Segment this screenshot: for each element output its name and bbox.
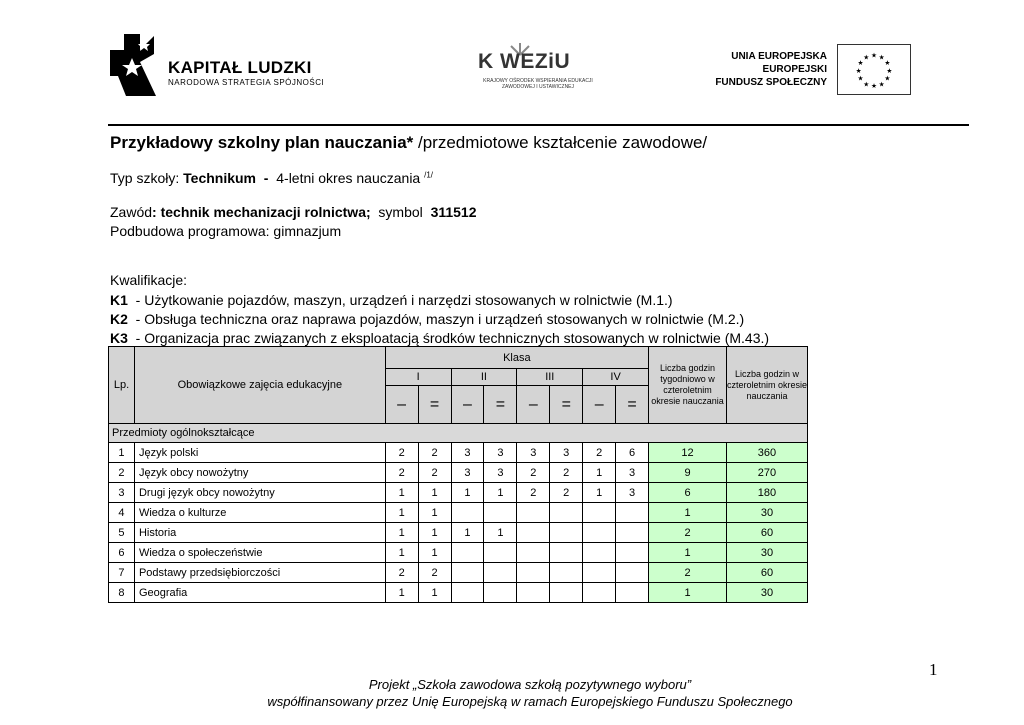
header-total-hours: Liczba godzin w czteroletnim okresie nauczania	[726, 347, 807, 424]
header-row-klasa	[109, 347, 808, 369]
svg-text:★: ★	[857, 59, 864, 68]
school-type-line	[110, 170, 433, 186]
base-line: Podbudowa programowa: gimnazjum	[110, 223, 342, 239]
row-hours-cell	[451, 503, 484, 523]
row-hours-cell: 3	[517, 443, 550, 463]
svg-text:★: ★	[870, 82, 878, 91]
row-weekly-hours: 9	[649, 463, 727, 483]
table-row	[109, 503, 808, 523]
profession-line	[110, 204, 477, 220]
header-klasa: Klasa	[385, 347, 648, 369]
header-semester: –	[451, 386, 484, 424]
header-subject: Obowiązkowe zajęcia edukacyjne	[134, 347, 385, 424]
row-hours-cell: 2	[418, 463, 451, 483]
row-hours-cell: 2	[385, 463, 418, 483]
profession-symbol-label: symbol	[370, 204, 431, 220]
qualification-text: - Organizacja prac związanych z eksploatacją środków technicznych stosowanych w rolnictwie (M.43.)	[127, 330, 770, 346]
footer-line-2: współfinansowany przez Unię Europejską w ramach Europejskiego Funduszu Społecznego	[267, 694, 793, 709]
table-row	[109, 563, 808, 583]
row-hours-cell	[451, 583, 484, 603]
row-number: 8	[109, 583, 135, 603]
school-note: /1/	[424, 170, 434, 180]
svg-text:★: ★	[878, 53, 885, 62]
profession-name: : technik mechanizacji rolnictwa;	[152, 204, 371, 220]
table-row	[109, 523, 808, 543]
row-hours-cell	[616, 543, 649, 563]
row-hours-cell	[550, 563, 583, 583]
row-hours-cell: 1	[385, 543, 418, 563]
qualification-k3	[110, 330, 769, 346]
kapital-ludzki-emblem-icon	[110, 32, 156, 98]
row-number: 4	[109, 503, 135, 523]
row-hours-cell: 1	[418, 503, 451, 523]
row-total-hours: 360	[726, 443, 807, 463]
row-hours-cell: 1	[418, 483, 451, 503]
row-hours-cell: 6	[616, 443, 649, 463]
qualifications-label: Kwalifikacje:	[110, 272, 188, 288]
row-hours-cell: 2	[517, 463, 550, 483]
row-hours-cell	[583, 503, 616, 523]
row-hours-cell: 1	[484, 483, 517, 503]
row-hours-cell: 1	[484, 523, 517, 543]
row-subject: Wiedza o społeczeństwie	[134, 543, 385, 563]
row-hours-cell: 3	[451, 463, 484, 483]
profession-label: Zawód	[110, 204, 153, 220]
row-subject: Podstawy przedsiębiorczości	[134, 563, 385, 583]
row-total-hours: 30	[726, 543, 807, 563]
header-semester: –	[385, 386, 418, 424]
header-class-iii: III	[517, 369, 583, 386]
section-general-subjects: Przedmioty ogólnokształcące	[109, 424, 808, 443]
row-number: 2	[109, 463, 135, 483]
doc-title	[110, 133, 707, 153]
row-number: 3	[109, 483, 135, 503]
kowezu-logo	[478, 42, 598, 97]
header-rule	[108, 124, 969, 126]
kl-subtitle: NARODOWA STRATEGIA SPÓJNOŚCI	[168, 78, 325, 87]
header-semester: –	[583, 386, 616, 424]
eu-line-1: UNIA EUROPEJSKA	[731, 51, 827, 62]
profession-symbol: 311512	[430, 204, 477, 220]
row-subject: Wiedza o kulturze	[134, 503, 385, 523]
kl-title: KAPITAŁ LUDZKI	[168, 58, 312, 77]
row-hours-cell: 2	[385, 443, 418, 463]
row-hours-cell	[451, 563, 484, 583]
row-hours-cell	[583, 583, 616, 603]
row-hours-cell: 1	[451, 523, 484, 543]
table-row	[109, 583, 808, 603]
row-weekly-hours: 1	[649, 583, 727, 603]
row-hours-cell: 3	[451, 443, 484, 463]
row-hours-cell	[451, 543, 484, 563]
row-subject: Język obcy nowożytny	[134, 463, 385, 483]
row-hours-cell: 3	[550, 443, 583, 463]
row-hours-cell: 1	[385, 503, 418, 523]
qualification-text: - Obsługa techniczna oraz naprawa pojazdów, maszyn i urządzeń stosowanych w rolnictwie (M.2.)	[127, 311, 745, 327]
row-hours-cell: 1	[583, 483, 616, 503]
row-hours-cell	[616, 563, 649, 583]
row-weekly-hours: 2	[649, 563, 727, 583]
row-weekly-hours: 12	[649, 443, 727, 463]
row-hours-cell: 3	[616, 463, 649, 483]
row-hours-cell	[616, 523, 649, 543]
school-type: Technikum	[183, 170, 257, 186]
header-semester: =	[484, 386, 517, 424]
qualification-code: K2	[110, 311, 128, 327]
row-hours-cell	[517, 563, 550, 583]
kowezu-subtitle: KRAJOWY OŚRODEK WSPIERANIA EDUKACJI ZAWODOWEJ I USTAWICZNEJ	[483, 78, 593, 90]
svg-text:★: ★	[870, 51, 878, 60]
row-total-hours: 180	[726, 483, 807, 503]
header-lp: Lp.	[109, 347, 135, 424]
row-total-hours: 30	[726, 503, 807, 523]
header-semester: –	[517, 386, 550, 424]
eu-flag-icon	[837, 44, 911, 95]
school-period: 4-letni okres nauczania	[276, 170, 425, 186]
row-number: 5	[109, 523, 135, 543]
row-weekly-hours: 2	[649, 523, 727, 543]
qualification-code: K3	[110, 330, 128, 346]
header-semester: =	[616, 386, 649, 424]
row-hours-cell: 3	[484, 463, 517, 483]
row-hours-cell	[583, 523, 616, 543]
row-hours-cell: 3	[484, 443, 517, 463]
row-number: 1	[109, 443, 135, 463]
teaching-plan-table	[108, 346, 808, 603]
row-subject: Geografia	[134, 583, 385, 603]
school-label: Typ szkoły:	[110, 170, 184, 186]
header-class-iv: IV	[583, 369, 649, 386]
row-hours-cell	[550, 543, 583, 563]
row-weekly-hours: 1	[649, 503, 727, 523]
row-hours-cell: 2	[583, 443, 616, 463]
row-total-hours: 60	[726, 563, 807, 583]
row-hours-cell	[484, 503, 517, 523]
svg-text:★: ★	[857, 74, 864, 83]
eu-line-2: EUROPEJSKI	[762, 64, 827, 75]
qualification-code: K1	[110, 292, 128, 308]
row-hours-cell: 1	[385, 523, 418, 543]
row-hours-cell	[484, 563, 517, 583]
row-weekly-hours: 6	[649, 483, 727, 503]
kapital-ludzki-logo	[110, 32, 330, 102]
row-total-hours: 30	[726, 583, 807, 603]
row-hours-cell: 2	[385, 563, 418, 583]
header-class-i: I	[385, 369, 451, 386]
row-hours-cell	[517, 523, 550, 543]
row-subject: Drugi język obcy nowożytny	[134, 483, 385, 503]
row-hours-cell: 1	[418, 543, 451, 563]
row-hours-cell	[583, 543, 616, 563]
svg-text:★: ★	[884, 59, 891, 68]
row-hours-cell: 2	[418, 443, 451, 463]
svg-text:★: ★	[863, 80, 870, 89]
svg-text:★: ★	[884, 74, 891, 83]
row-hours-cell	[616, 503, 649, 523]
eu-logo	[716, 44, 911, 96]
row-number: 7	[109, 563, 135, 583]
table-row	[109, 483, 808, 503]
svg-text:★: ★	[855, 66, 862, 75]
row-weekly-hours: 1	[649, 543, 727, 563]
header-weekly-hours: Liczba godzin tygodniowo w czteroletnim okresie nauczania	[649, 347, 727, 424]
row-hours-cell: 2	[550, 463, 583, 483]
svg-text:★: ★	[878, 80, 885, 89]
page-number: 1	[929, 660, 938, 679]
doc-title-bold: Przykładowy szkolny plan nauczania*	[110, 133, 414, 152]
row-hours-cell	[550, 523, 583, 543]
header-class-ii: II	[451, 369, 517, 386]
row-hours-cell	[550, 503, 583, 523]
doc-title-rest: /przedmiotowe kształcenie zawodowe/	[413, 133, 708, 152]
row-subject: Język polski	[134, 443, 385, 463]
qualification-text: - Użytkowanie pojazdów, maszyn, urządzeń i narzędzi stosowanych w rolnictwie (M.1.)	[127, 292, 673, 308]
row-hours-cell: 1	[418, 523, 451, 543]
row-hours-cell: 2	[517, 483, 550, 503]
table-body	[109, 443, 808, 603]
header-semester: =	[418, 386, 451, 424]
qualification-k2	[110, 311, 744, 327]
row-hours-cell: 2	[418, 563, 451, 583]
row-hours-cell	[484, 543, 517, 563]
footer-line-1: Projekt „Szkoła zawodowa szkołą pozytywnego wyboru”	[368, 677, 692, 692]
row-hours-cell	[616, 583, 649, 603]
eu-line-3: FUNDUSZ SPOŁECZNY	[715, 77, 827, 88]
svg-text:★: ★	[863, 53, 870, 62]
row-hours-cell: 3	[616, 483, 649, 503]
table-row	[109, 463, 808, 483]
qualification-k1	[110, 292, 673, 308]
row-total-hours: 60	[726, 523, 807, 543]
row-number: 6	[109, 543, 135, 563]
row-hours-cell	[517, 503, 550, 523]
table-row	[109, 443, 808, 463]
row-hours-cell: 2	[550, 483, 583, 503]
row-subject: Historia	[134, 523, 385, 543]
row-hours-cell: 1	[385, 483, 418, 503]
row-hours-cell	[517, 583, 550, 603]
school-dash: -	[256, 170, 277, 186]
row-hours-cell: 1	[451, 483, 484, 503]
row-hours-cell: 1	[583, 463, 616, 483]
row-hours-cell	[484, 583, 517, 603]
row-hours-cell	[517, 543, 550, 563]
row-hours-cell: 1	[385, 583, 418, 603]
row-hours-cell: 1	[418, 583, 451, 603]
kowezu-title: K WEZiU	[478, 50, 571, 73]
header-semester: =	[550, 386, 583, 424]
section-row	[109, 424, 808, 443]
row-hours-cell	[550, 583, 583, 603]
table-row	[109, 543, 808, 563]
row-total-hours: 270	[726, 463, 807, 483]
row-hours-cell	[583, 563, 616, 583]
eu-text	[715, 50, 827, 89]
svg-text:★: ★	[886, 66, 893, 75]
